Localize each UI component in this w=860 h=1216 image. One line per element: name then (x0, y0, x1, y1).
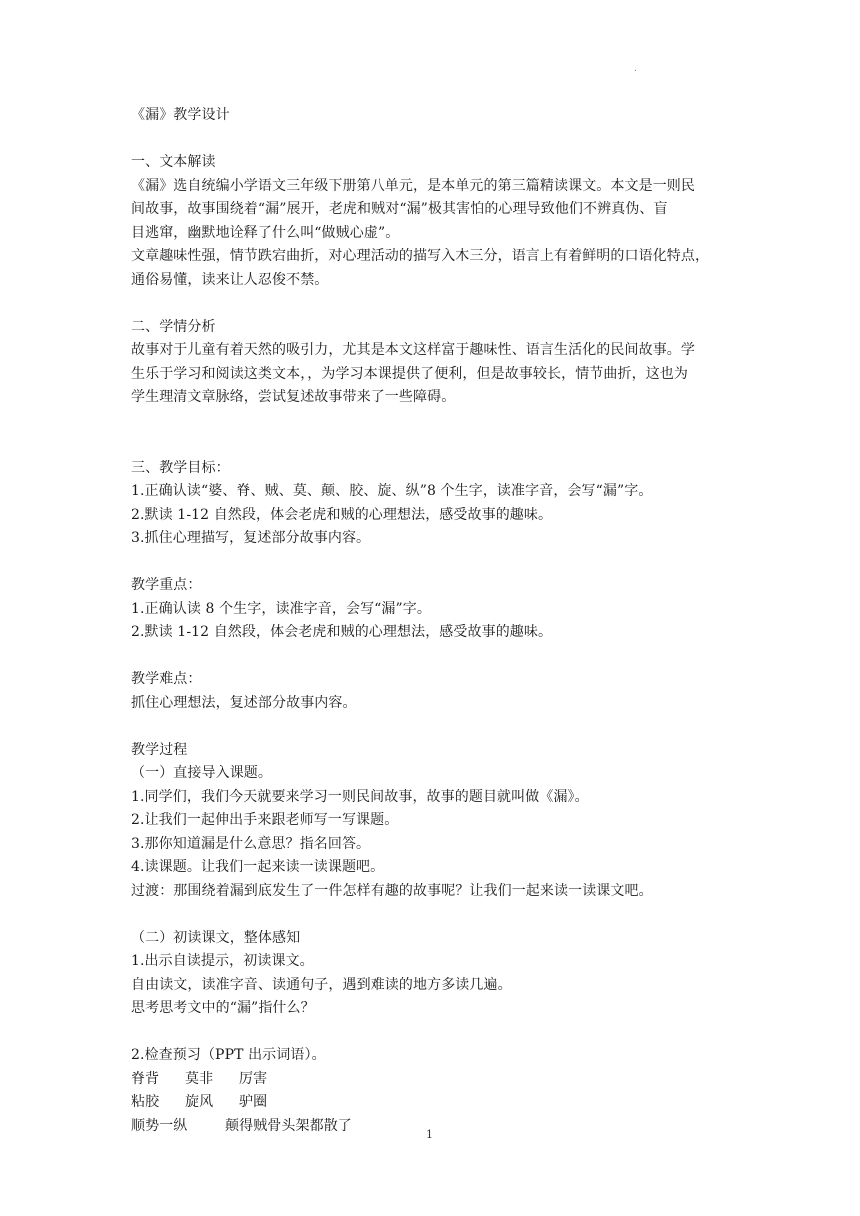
key-point-item: 1.正确认读 8 个生字，读准字音，会写“漏”字。 (131, 600, 431, 617)
process-item: 2.检查预习（PPT 出示词语）。 (131, 1047, 326, 1063)
key-points-heading: 教学重点： (131, 577, 202, 593)
process-item: 1.同学们，我们今天就要来学习一则民间故事，故事的题目就叫做《漏》。 (131, 788, 589, 805)
paragraph-line: 故事对于儿童有着天然的吸引力，尤其是本文这样富于趣味性、语言生活化的民间故事。学 (131, 342, 695, 358)
difficulty-text: 抓住心理想法，复述部分故事内容。 (131, 694, 357, 711)
process-item: 2.让我们一起伸出手来跟老师写一写课题。 (131, 812, 399, 828)
process-step-heading: （一）直接导入课题。 (131, 765, 272, 781)
vocab-word: 驴圈 (239, 1094, 268, 1110)
vocab-word: 旋风 (185, 1094, 214, 1110)
document-title: 《漏》教学设计 (131, 107, 230, 123)
vocab-word: 顺势一纵 (131, 1117, 188, 1134)
vocab-word: 脊背 (131, 1070, 160, 1087)
vocab-word: 莫非 (185, 1070, 214, 1087)
difficulty-heading: 教学难点： (131, 671, 202, 687)
transition-text: 过渡：那围绕着漏到底发生了一件怎样有趣的故事呢？让我们一起来读一读课文吧。 (131, 882, 653, 899)
page-number: 1 (426, 1128, 433, 1141)
process-item: 4.读课题。让我们一起来读一读课题吧。 (131, 859, 385, 875)
paragraph-line: 《漏》选自统编小学语文三年级下册第八单元，是本单元的第三篇精读课文。本文是一则民 (131, 177, 695, 194)
vocab-word: 颠得贼骨头架都散了 (225, 1117, 352, 1134)
process-item: 1.出示自读提示，初读课文。 (131, 953, 314, 969)
section-heading-goals: 三、教学目标： (131, 459, 230, 476)
paragraph-line: 生乐于学习和阅读这类文本，，为学习本课提供了便利，但是故事较长，情节曲折，这也为 (131, 365, 688, 382)
process-step-heading: （二）初读课文，整体感知 (131, 929, 301, 946)
goal-item: 1.正确认读“婆、脊、贼、莫、颠、胶、旋、纵”8 个生字，读准字音，会写“漏”字。 (131, 483, 653, 499)
goal-item: 3.抓住心理描写，复述部分故事内容。 (131, 530, 371, 546)
paragraph-line: 间故事，故事围绕着“漏”展开，老虎和贼对“漏”极其害怕的心理导致他们不辨真伪、盲 (131, 201, 668, 217)
vocab-word: 厉害 (239, 1070, 268, 1087)
paragraph-line: 学生理清文章脉络，尝试复述故事带来了一些障碍。 (131, 389, 456, 405)
document-body (131, 104, 731, 1138)
paragraph-line: 通俗易懂，读来让人忍俊不禁。 (131, 271, 329, 288)
paragraph-line: 文章趣味性强，情节跌宕曲折，对心理活动的描写入木三分，语言上有着鲜明的口语化特点， (131, 248, 710, 264)
process-item: 自由读文，读准字音、读通句子，遇到难读的地方多读几遍。 (131, 976, 512, 993)
process-item: 3.那你知道漏是什么意思？指名回答。 (131, 835, 371, 852)
goal-item: 2.默读 1-12 自然段，体会老虎和贼的心理想法，感受故事的趣味。 (131, 506, 553, 523)
vocab-row (131, 1068, 731, 1092)
vocab-word: 粘胶 (131, 1094, 160, 1110)
vocab-row (131, 1091, 731, 1115)
process-heading: 教学过程 (131, 741, 188, 758)
paragraph-line: 目逃窜，幽默地诠释了什么叫“做贼心虚”。 (131, 224, 400, 241)
section-heading-learner-analysis: 二、学情分析 (131, 318, 216, 335)
key-point-item: 2.默读 1-12 自然段，体会老虎和贼的心理想法，感受故事的趣味。 (131, 624, 553, 640)
section-heading-text-analysis: 一、文本解读 (131, 154, 216, 170)
process-item: 思考思考文中的“漏”指什么？ (131, 1000, 315, 1016)
header-mark: . (634, 64, 637, 74)
